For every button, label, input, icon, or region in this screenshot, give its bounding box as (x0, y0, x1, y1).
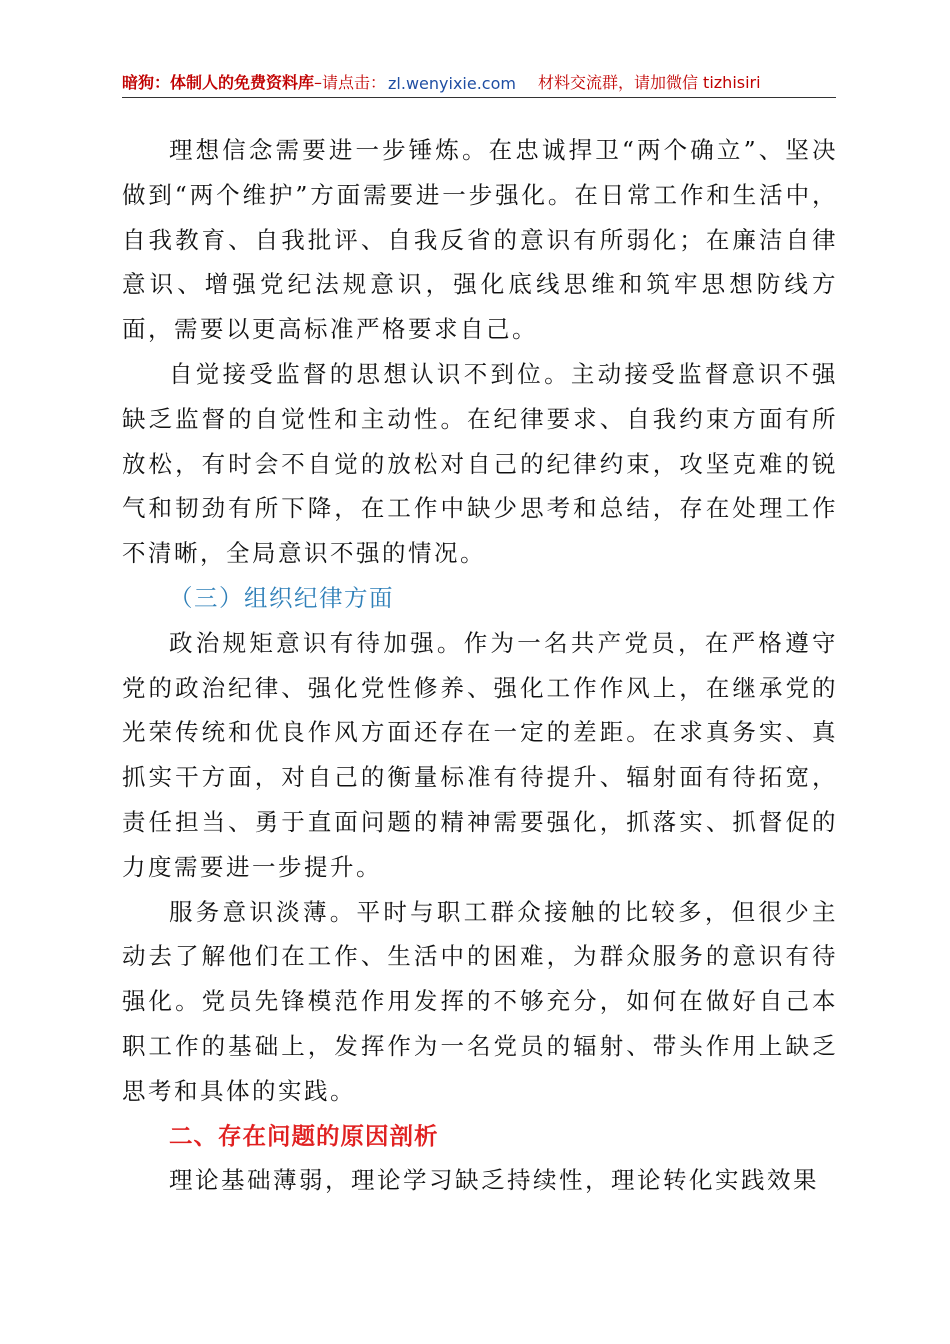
header-prompt: –请点击： (314, 73, 387, 92)
page-header (122, 64, 836, 98)
section-heading-cause-analysis: 二、存在问题的原因剖析 (169, 1121, 439, 1150)
paragraph-supervision: 自觉接受监督的思想认识不到位。主动接受监督意识不强缺乏监督的自觉性和主动性。在纪律要求、自我约束方面有所放松，有时会不自觉的放松对自己的纪律约束，攻坚克难的锐气和韧劲有所下降，在工作中缺少思考和总结，存在处理工作不清晰，全局意识不强的情况。 (122, 359, 838, 568)
subheading-organization-discipline: （三）组织纪律方面 (169, 583, 394, 612)
document-body (122, 128, 838, 1203)
paragraph-service-awareness: 服务意识淡薄。平时与职工群众接触的比较多，但很少主动去了解他们在工作、生活中的困难，为群众服务的意识有待强化。党员先锋模范作用发挥的不够充分，如何在做好自己本职工作的基础上，发挥作为一名党员的辐射、带头作用上缺乏思考和具体的实践。 (122, 897, 838, 1105)
paragraph-theory-basis: 理论基础薄弱，理论学习缺乏持续性，理论转化实践效果 (169, 1166, 819, 1195)
paragraph-ideals: 理想信念需要进一步锤炼。在忠诚捍卫“两个确立”、坚决做到“两个维护”方面需要进一步强化。在日常工作和生活中，自我教育、自我批评、自我反省的意识有所弱化；在廉洁自律意识、增强党纪法规意识，强化底线思维和筑牢思想防线方面，需要以更高标准严格要求自己。 (122, 136, 838, 344)
header-brand: 暗狗：体制人的免费资料库 (122, 73, 315, 92)
header-link[interactable]: zl.wenyixie.com (388, 74, 516, 93)
paragraph-political-rules: 政治规矩意识有待加强。作为一名共产党员，在严格遵守党的政治纪律、强化党性修养、强化工作作风上，在继承党的光荣传统和优良作风方面还存在一定的差距。在求真务实、真抓实干方面，对自己的衡量标准有待提升、辐射面有待拓宽，责任担当、勇于直面问题的精神需要强化，抓落实、抓督促的力度需要进一步提升。 (122, 628, 838, 881)
header-group-info: 材料交流群，请加微信 tizhisiri (537, 73, 761, 92)
